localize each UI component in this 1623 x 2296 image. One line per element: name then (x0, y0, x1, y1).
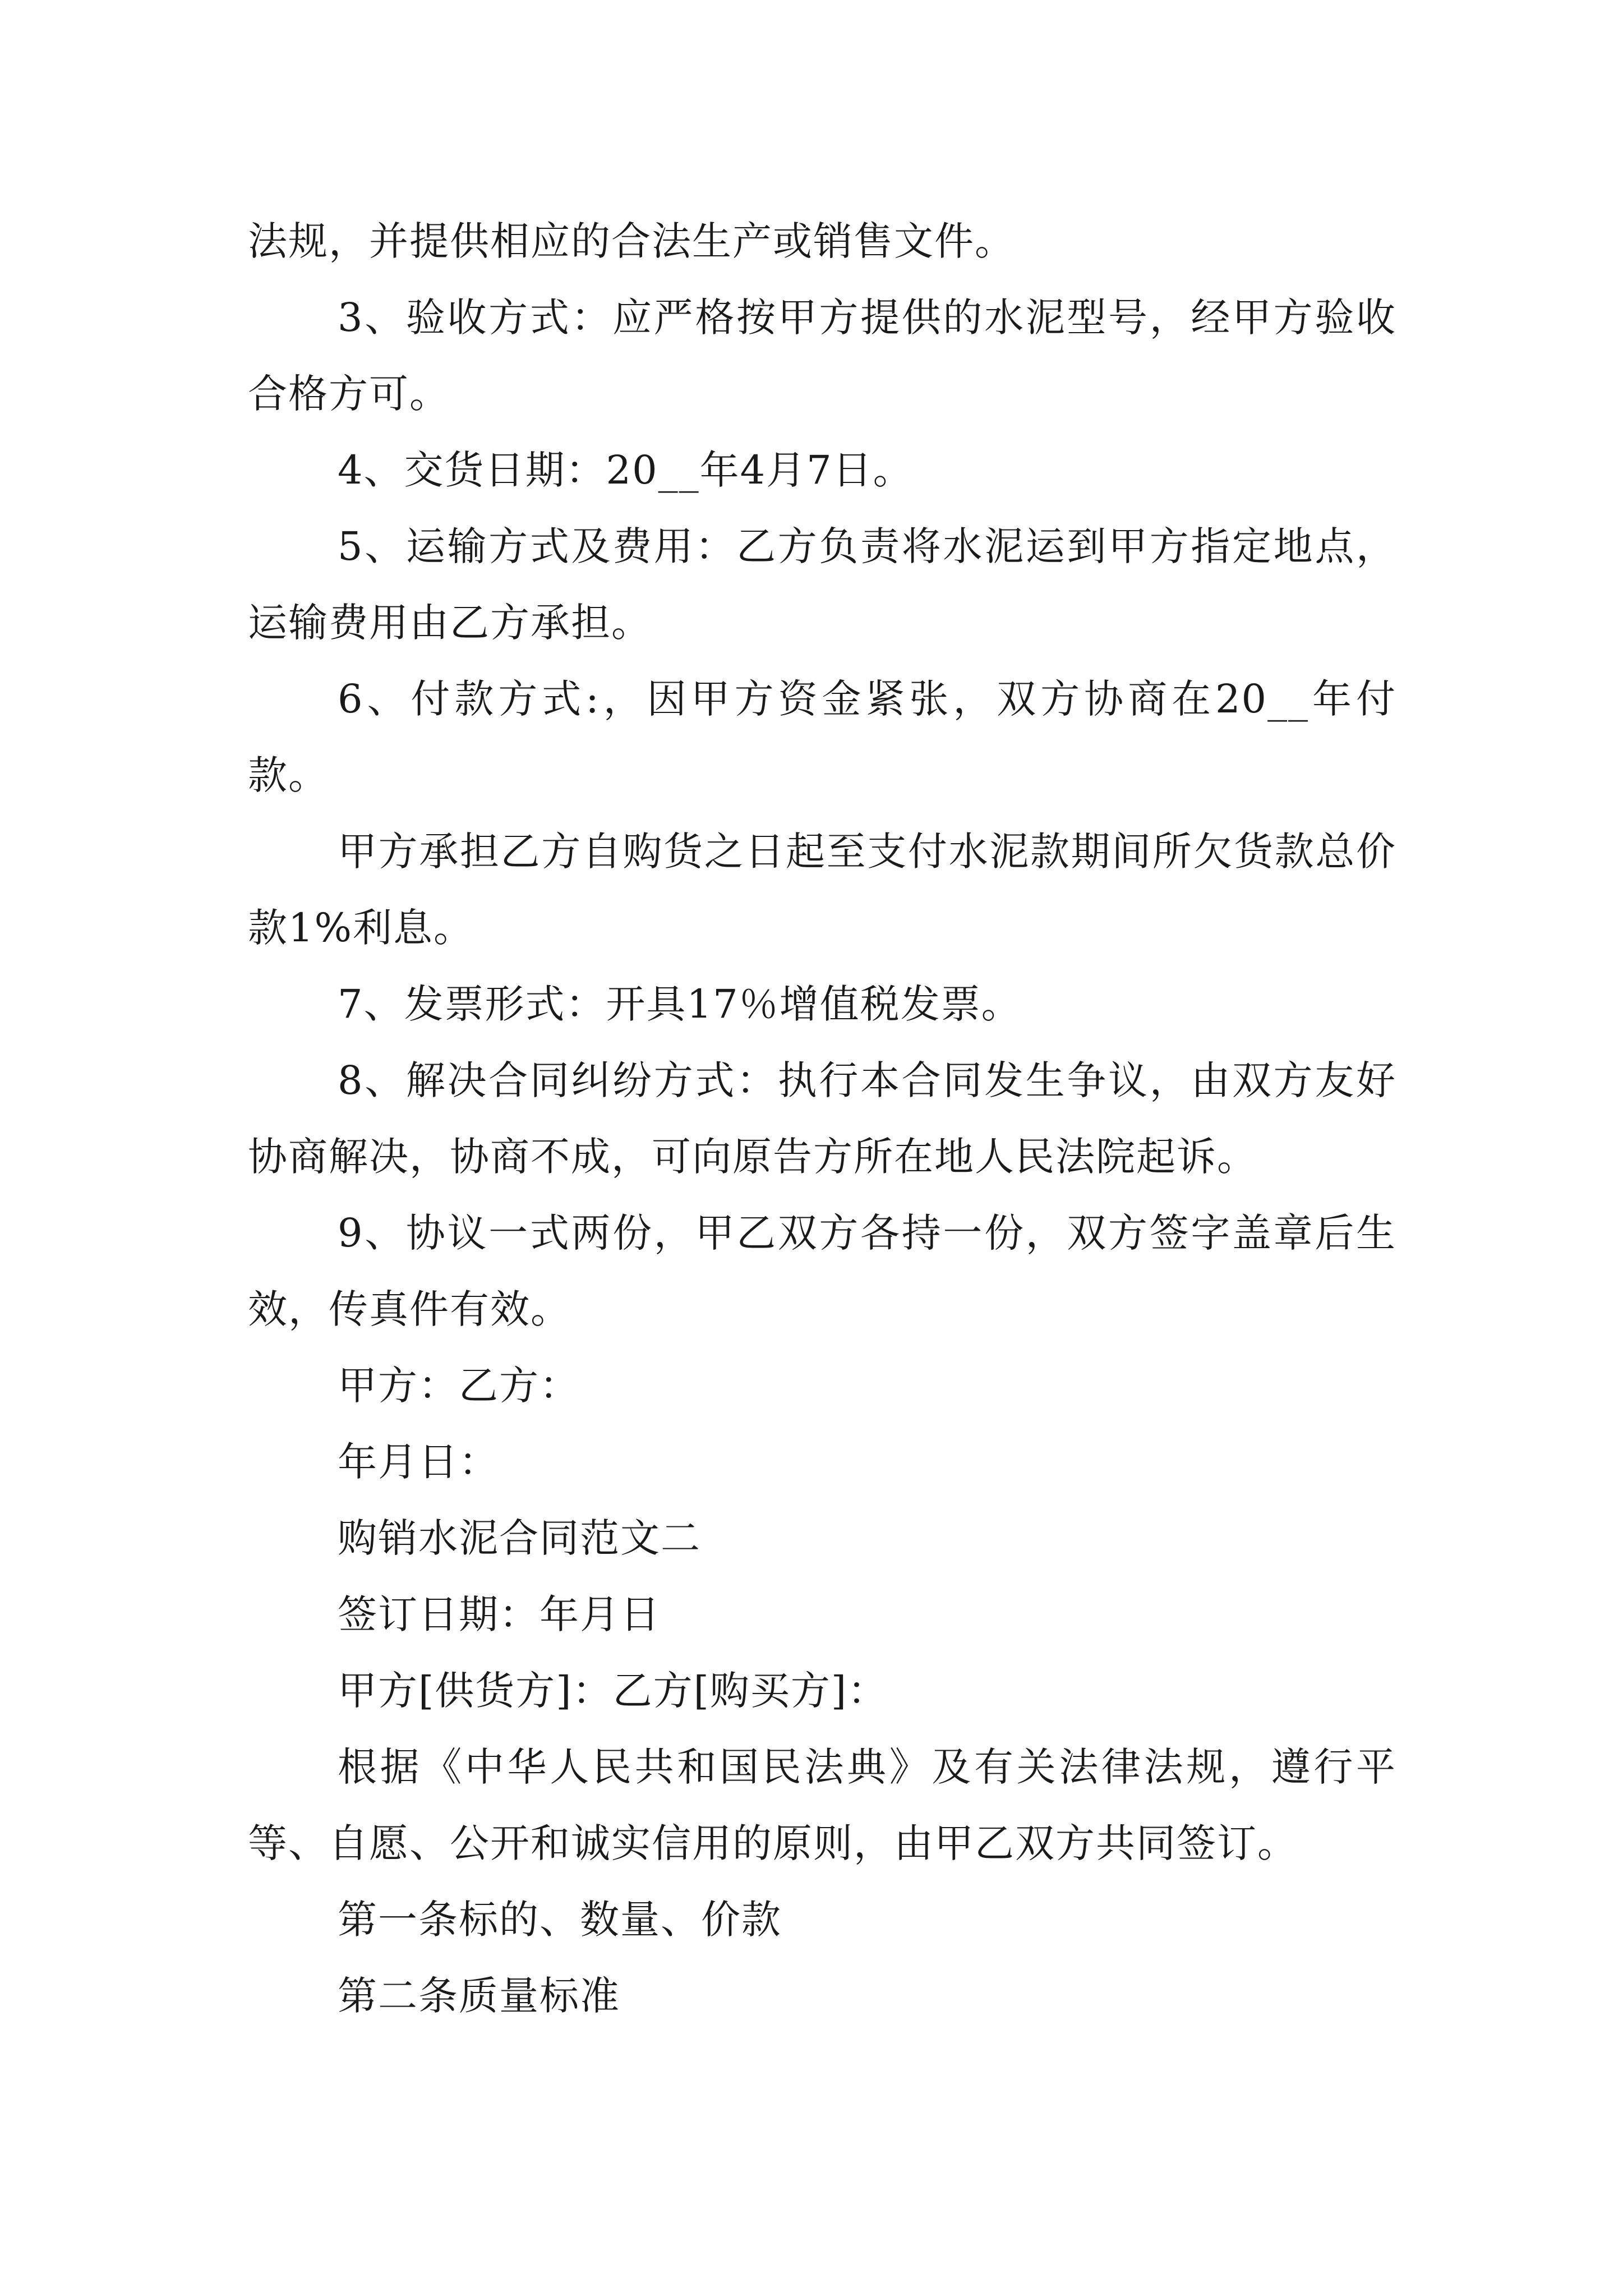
paragraph-delivery-date: 4、交货日期：20__年4月7日。 (338, 447, 914, 493)
paragraph-payment-method: 6、付款方式:，因甲方资金紧张，双方协商在20__年付款。 (248, 676, 1396, 798)
paragraph-dispute: 8、解决合同纠纷方式：执行本合同发生争议，由双方友好协商解决，协商不成，可向原告方所在地人民法院起诉。 (248, 1057, 1396, 1180)
clause-heading-1: 第一条标的、数量、价款 (338, 1897, 782, 1943)
paragraph-transport: 5、运输方式及费用：乙方负责将水泥运到甲方指定地点，运输费用由乙方承担。 (248, 523, 1396, 646)
paragraph-date: 年月日： (338, 1439, 499, 1485)
paragraph-continuation: 法规，并提供相应的合法生产或销售文件。 (248, 218, 1015, 264)
paragraph-parties-signature: 甲方：乙方： (338, 1363, 580, 1409)
paragraph-signing-date: 签订日期：年月日 (338, 1591, 661, 1637)
paragraph-copies: 9、协议一式两份，甲乙双方各持一份，双方签字盖章后生效，传真件有效。 (248, 1210, 1396, 1332)
clause-heading-2: 第二条质量标准 (338, 1973, 620, 2019)
section-title: 购销水泥合同范文二 (338, 1515, 701, 1561)
paragraph-inspection-method: 3、验收方式：应严格按甲方提供的水泥型号，经甲方验收合格方可。 (248, 295, 1396, 417)
paragraph-interest: 甲方承担乙方自购货之日起至支付水泥款期间所欠货款总价款1%利息。 (248, 829, 1396, 951)
paragraph-parties: 甲方[供货方]：乙方[购买方]： (338, 1668, 888, 1714)
document-body (248, 203, 1396, 2034)
paragraph-invoice: 7、发票形式：开具17％增值税发票。 (338, 981, 1022, 1027)
paragraph-preamble: 根据《中华人民共和国民法典》及有关法律法规，遵行平等、自愿、公开和诚实信用的原则，由甲乙双方共同签订。 (248, 1744, 1396, 1866)
